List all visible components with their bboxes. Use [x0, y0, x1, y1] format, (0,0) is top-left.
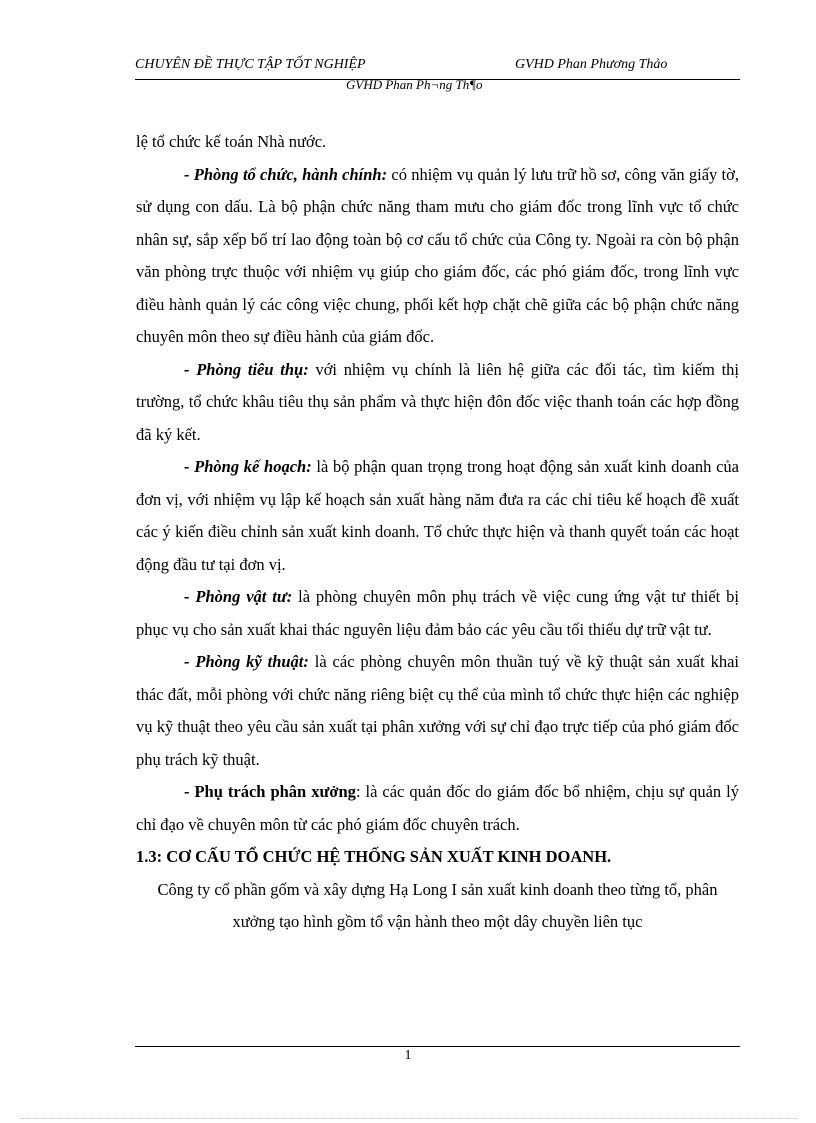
paragraph-production-structure: Công ty cổ phần gốm và xây dựng Hạ Long I sản xuất kinh doanh theo từng tổ, phân xưởng tạo hình gồm tổ vận hành theo một dây chuyền liên tục — [157, 879, 718, 931]
sales-dept-label: - Phòng tiêu thụ: — [184, 359, 309, 379]
header-supervisor-garbled: GVHD Phan Ph¬ng Th¶o — [346, 77, 483, 92]
footer-rule — [135, 1046, 740, 1047]
header-supervisor: GVHD Phan Phương Thảo — [515, 57, 668, 72]
paragraph-planning-dept — [136, 451, 739, 581]
paragraph-sales-dept — [136, 354, 739, 452]
page-bottom-border — [20, 1118, 796, 1119]
paragraph-continuation: lệ tổ chức kế toán Nhà nước. — [136, 132, 327, 151]
workshop-manager-text: : là các quản đốc do giám đốc bổ nhiệm, chịu sự quản lý chỉ đạo về chuyên môn từ các phó giám đốc chuyên trách. — [136, 782, 739, 834]
workshop-manager-label: - Phụ trách phân xưởng — [184, 782, 356, 801]
paragraph-technical-dept — [136, 646, 739, 776]
planning-dept-text: là bộ phận quan trọng trong hoạt động sản xuất kinh doanh của đơn vị, với nhiệm vụ lập kế hoạch sản xuất hàng năm đưa ra các chỉ tiêu kế hoạch đề xuất các ý kiến điều chỉnh sản xuất kinh doanh. Tổ chức thực hiện và thanh quyết toán các hoạt động đầu tư tại đơn vị. — [136, 457, 739, 574]
sales-dept-text: với nhiệm vụ chính là liên hệ giữa các đối tác, tìm kiếm thị trường, tổ chức khâu tiêu thụ sản phẩm và thực hiện đôn đốc việc thanh toán các hợp đồng đã ký kết. — [136, 359, 740, 444]
admin-dept-text: có nhiệm vụ quản lý lưu trữ hồ sơ, công văn giấy tờ, sử dụng con dấu. Là bộ phận chức năng tham mưu cho giám đốc trong lĩnh vực tổ chức nhân sự, sắp xếp bố trí lao động toàn bộ cơ cấu tổ chức của Công ty. Ngoài ra còn bộ phận văn phòng trực thuộc với nhiệm vụ giúp cho giám đốc, các phó giám đốc, trong lĩnh vực điều hành quản lý các công việc chung, phối kết hợp chặt chẽ giữa các bộ phận chức năng chuyên môn theo sự điều hành của giám đốc. — [136, 164, 739, 346]
paragraph-materials-dept — [136, 581, 739, 646]
technical-dept-label: - Phòng kỹ thuật: — [184, 652, 309, 671]
header-title: CHUYÊN ĐỀ THỰC TẬP TỐT NGHIỆP — [135, 57, 366, 72]
materials-dept-label: - Phòng vật tư: — [184, 587, 293, 606]
paragraph-admin-dept — [136, 159, 739, 354]
section-heading: 1.3: CƠ CẤU TỔ CHỨC HỆ THỐNG SẢN XUẤT KINH DOANH. — [136, 847, 612, 866]
paragraph-workshop-manager — [136, 776, 739, 841]
document-body — [136, 126, 739, 939]
admin-dept-label: - Phòng tổ chức, hành chính: — [184, 164, 388, 184]
planning-dept-label: - Phòng kế hoạch: — [184, 457, 312, 476]
page-number: 1 — [404, 1048, 412, 1063]
technical-dept-text: là các phòng chuyên môn thuần tuý về kỹ thuật sản xuất khai thác đất, mỗi phòng với chức năng riêng biệt cụ thể của mình tổ chức thực hiện các nghiệp vụ kỹ thuật theo yêu cầu sản xuất tại phân xưởng với sự chỉ đạo trực tiếp của phó giám đốc phụ trách kỹ thuật. — [136, 652, 739, 769]
materials-dept-text: là phòng chuyên môn phụ trách về việc cung ứng vật tư thiết bị phục vụ cho sản xuất khai thác nguyên liệu đảm bảo các yêu cầu tối thiểu dự trữ vật tư. — [136, 587, 739, 639]
